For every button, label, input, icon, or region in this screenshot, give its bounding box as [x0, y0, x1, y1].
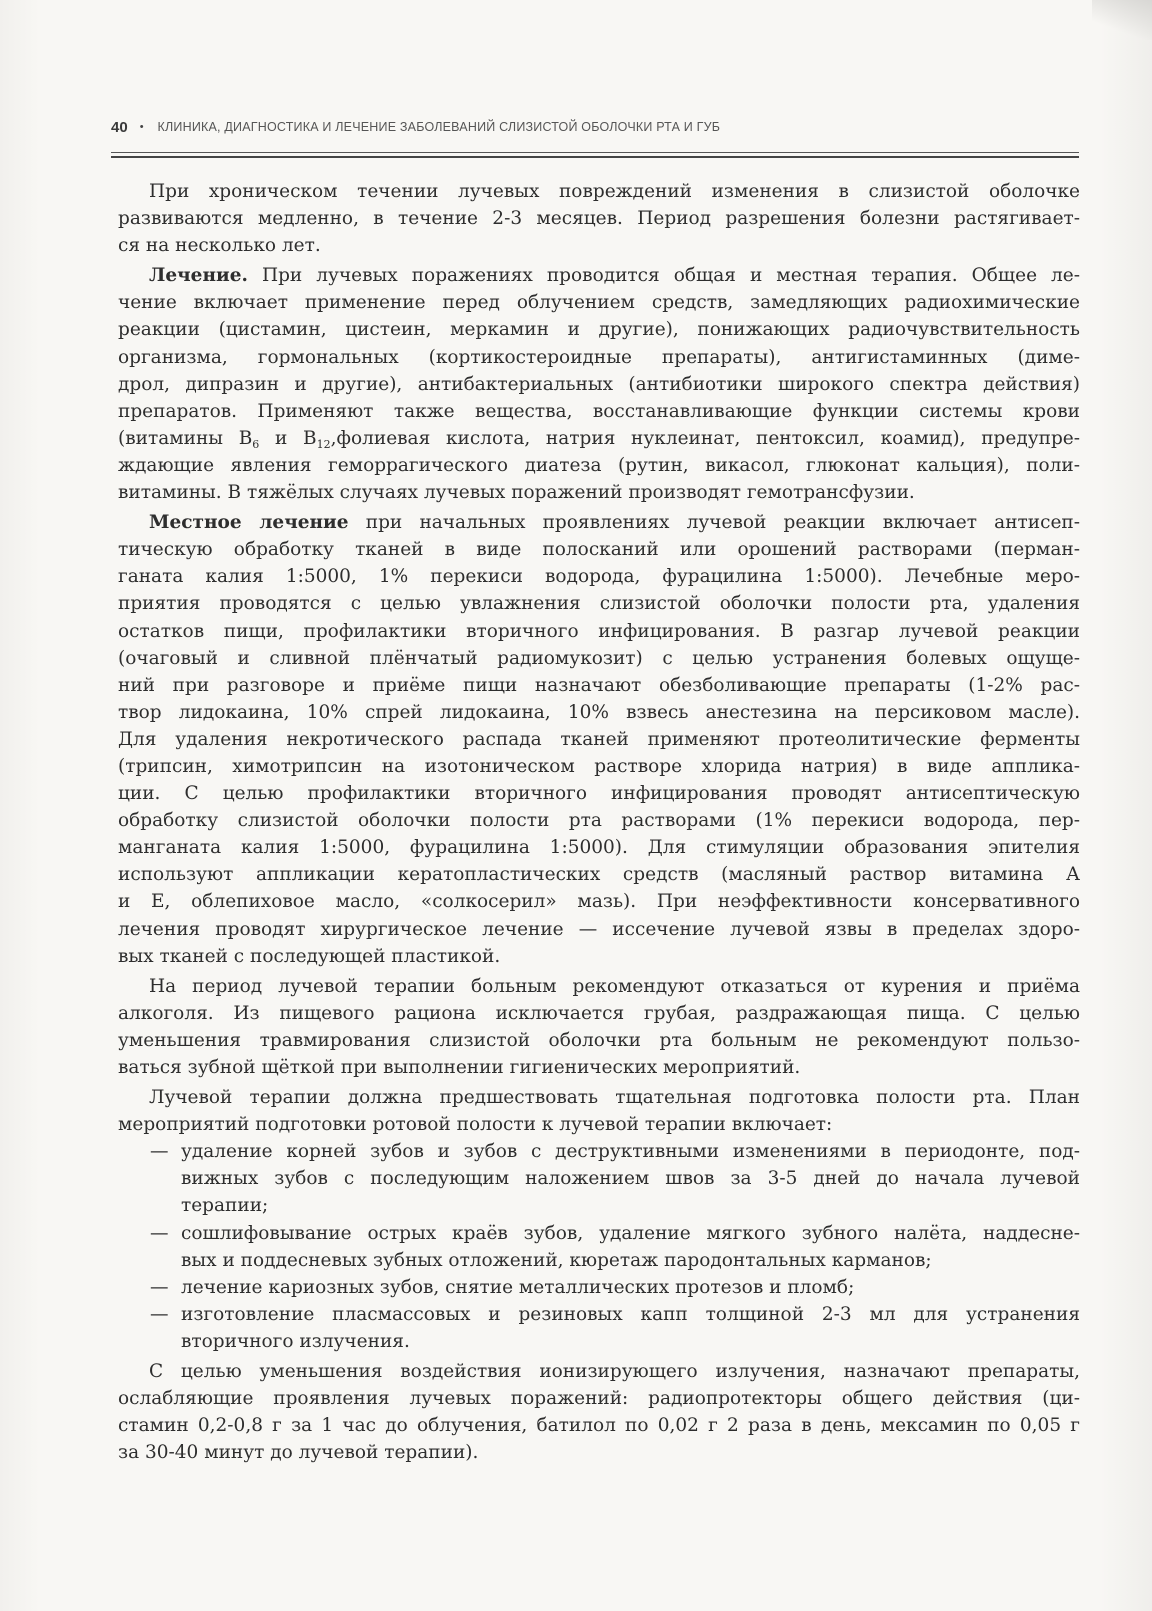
bold-lead-local: Местное лечение	[149, 512, 349, 534]
text-line: чение включает применение перед облучением средств, замедляющих радиохимические	[118, 292, 1080, 314]
text-run: При лучевых поражениях проводится общая и местная терапия. Общее ле-	[247, 265, 1080, 287]
list-dash: —	[150, 1222, 169, 1244]
text-line	[118, 1138, 1080, 1165]
text-line	[118, 425, 1080, 452]
text-line: вых и поддесневых зубных отложений, кюретаж пародонтальных карманов;	[181, 1249, 932, 1271]
text-line: мероприятий подготовки ротовой полости к лучевой терапии включает:	[118, 1114, 833, 1136]
page-number: 40	[111, 118, 128, 136]
text-run: изготовление пласмассовых и резиновых капп толщиной 2-3 мл для устранения	[181, 1303, 1080, 1325]
text-line: ганата калия 1:5000, 1% перекиси водорода, фурацилина 1:5000). Лечебные меро-	[118, 566, 1080, 588]
paragraph-smoking	[118, 973, 1080, 1081]
list-item	[118, 1138, 1080, 1219]
text-line: На период лучевой терапии больным рекомендуют отказаться от курения и приёма	[149, 975, 1080, 997]
text-line: ослабляющие проявления лучевых поражений: радиопротекторы общего действия (ци-	[118, 1388, 1080, 1410]
text-line: обработку слизистой оболочки полости рта растворами (1% перекиси водорода, пер-	[118, 810, 1080, 832]
text-line	[118, 1220, 1080, 1247]
bold-lead-treatment: Лечение.	[149, 265, 248, 287]
paragraph-radioprotectors	[118, 1358, 1080, 1466]
running-header	[111, 115, 720, 139]
text-line: ции. С целью профилактики вторичного инфицирования проводят антисептическую	[118, 783, 1080, 805]
text-line: ваться зубной щёткой при выполнении гигиенических мероприятий.	[118, 1057, 801, 1078]
text-line	[118, 509, 1080, 536]
subscript: 12	[316, 437, 331, 451]
subscript: 6	[252, 437, 260, 451]
header-bullet: •	[139, 121, 144, 133]
text-line: При хроническом течении лучевых повреждений изменения в слизистой оболочке	[149, 181, 1080, 202]
paragraph-treatment	[118, 262, 1080, 506]
paragraph-local-treatment	[118, 509, 1080, 970]
text-line: стамин 0,2-0,8 г за 1 час до облучения, батилол по 0,02 г 2 раза в день, мексамин по 0,05 г	[118, 1415, 1080, 1437]
text-line: манганата калия 1:5000, фурацилина 1:5000). Для стимуляции образования эпителия	[118, 837, 1080, 859]
text-line: остатков пищи, профилактики вторичного инфицирования. В разгар лучевой реакции	[118, 620, 1080, 642]
text-line: уменьшения травмирования слизистой оболочки рта больным не рекомендуют пользо-	[118, 1029, 1080, 1051]
text-line: развиваются медленно, в течение 2-3 месяцев. Период разрешения болезни растягивает-	[118, 208, 1080, 230]
text-line: ся на несколько лет.	[118, 235, 321, 257]
text-line: и Е, облепиховое масло, «солкосерил» мазь). При неэффективности консервативного	[118, 891, 1080, 913]
text-run: (витамины В	[118, 427, 253, 449]
text-line	[118, 1301, 1080, 1328]
text-run: сошлифовывание острых краёв зубов, удаление мягкого зубного налёта, наддесне-	[181, 1222, 1080, 1244]
text-line: ждающие явления геморрагического диатеза (рутин, викасол, глюконат кальция), поли-	[118, 454, 1080, 476]
text-run: и В	[259, 427, 317, 449]
text-run: лечение кариозных зубов, снятие металлических протезов и пломб;	[181, 1276, 855, 1298]
text-line	[118, 1274, 1080, 1301]
running-title: КЛИНИКА, ДИАГНОСТИКА И ЛЕЧЕНИЕ ЗАБОЛЕВАНИЙ СЛИЗИСТОЙ ОБОЛОЧКИ РТА И ГУБ	[157, 120, 721, 134]
text-line: терапии;	[181, 1195, 269, 1217]
text-run: ,фолиевая кислота, натрия нуклеинат, пентоксил, коамид), предупре-	[330, 427, 1080, 449]
text-run: при начальных проявлениях лучевой реакции включает антисеп-	[348, 512, 1080, 534]
text-line: вижных зубов с последующим наложением швов за 3-5 дней до начала лучевой	[181, 1168, 1080, 1190]
body-text	[118, 178, 1080, 1466]
text-line: ний при разговоре и приёме пищи назначают обезболивающие препараты (1-2% рас-	[118, 674, 1080, 696]
text-line: Лучевой терапии должна предшествовать тщательная подготовка полости рта. План	[149, 1087, 1080, 1109]
text-line: Для удаления некротического распада тканей применяют протеолитические ферменты	[118, 728, 1080, 750]
list-dash: —	[150, 1303, 169, 1325]
header-rule-thin	[111, 152, 1079, 153]
page-corner-shadow	[1092, 0, 1152, 40]
list-item	[118, 1274, 1080, 1301]
text-line: дрол, дипразин и другие), антибактериальных (антибиотики широкого спектра действия)	[118, 373, 1080, 395]
list-dash: —	[150, 1141, 169, 1163]
paragraph-preparation	[118, 1084, 1080, 1138]
paragraph-chronic	[118, 178, 1080, 259]
list-item	[118, 1220, 1080, 1274]
text-line: алкоголя. Из пищевого рациона исключается грубая, раздражающая пища. С целью	[118, 1002, 1080, 1024]
text-line: препаратов. Применяют также вещества, восстанавливающие функции системы крови	[118, 400, 1080, 422]
text-line: реакции (цистамин, цистеин, меркамин и другие), понижающих радиочувствительность	[118, 319, 1080, 341]
text-line: приятия проводятся с целью увлажнения слизистой оболочки полости рта, удаления	[118, 593, 1080, 615]
text-line: тическую обработку тканей в виде полосканий или орошений растворами (перман-	[118, 539, 1080, 561]
text-line: витамины. В тяжёлых случаях лучевых поражений производят гемотрансфузии.	[118, 482, 915, 504]
text-line: (очаговый и сливной плёнчатый радиомукозит) с целью устранения болевых ощуще-	[118, 647, 1080, 669]
text-line	[118, 262, 1080, 289]
preparation-list	[118, 1138, 1080, 1355]
text-line: за 30-40 минут до лучевой терапии).	[118, 1442, 479, 1464]
text-line: твор лидокаина, 10% спрей лидокаина, 10% взвесь анестезина на персиковом масле).	[118, 701, 1080, 723]
list-dash: —	[150, 1276, 169, 1298]
text-line: вторичного излучения.	[181, 1330, 410, 1352]
list-item	[118, 1301, 1080, 1355]
text-line: вых тканей с последующей пластикой.	[118, 945, 501, 967]
header-rule-thick	[111, 156, 1079, 158]
text-line: используют аппликации кератопластических средств (масляный раствор витамина А	[118, 864, 1080, 886]
text-run: удаление корней зубов и зубов с деструктивными изменениями в периодонте, под-	[181, 1141, 1080, 1163]
text-line: (трипсин, химотрипсин на изотоническом растворе хлорида натрия) в виде апплика-	[118, 755, 1080, 777]
text-line: организма, гормональных (кортикостероидные препараты), антигистаминных (диме-	[118, 346, 1080, 368]
text-line: лечения проводят хирургическое лечение — иссечение лучевой язвы в пределах здоро-	[118, 918, 1080, 940]
text-line: С целью уменьшения воздействия ионизирующего излучения, назначают препараты,	[149, 1361, 1080, 1383]
